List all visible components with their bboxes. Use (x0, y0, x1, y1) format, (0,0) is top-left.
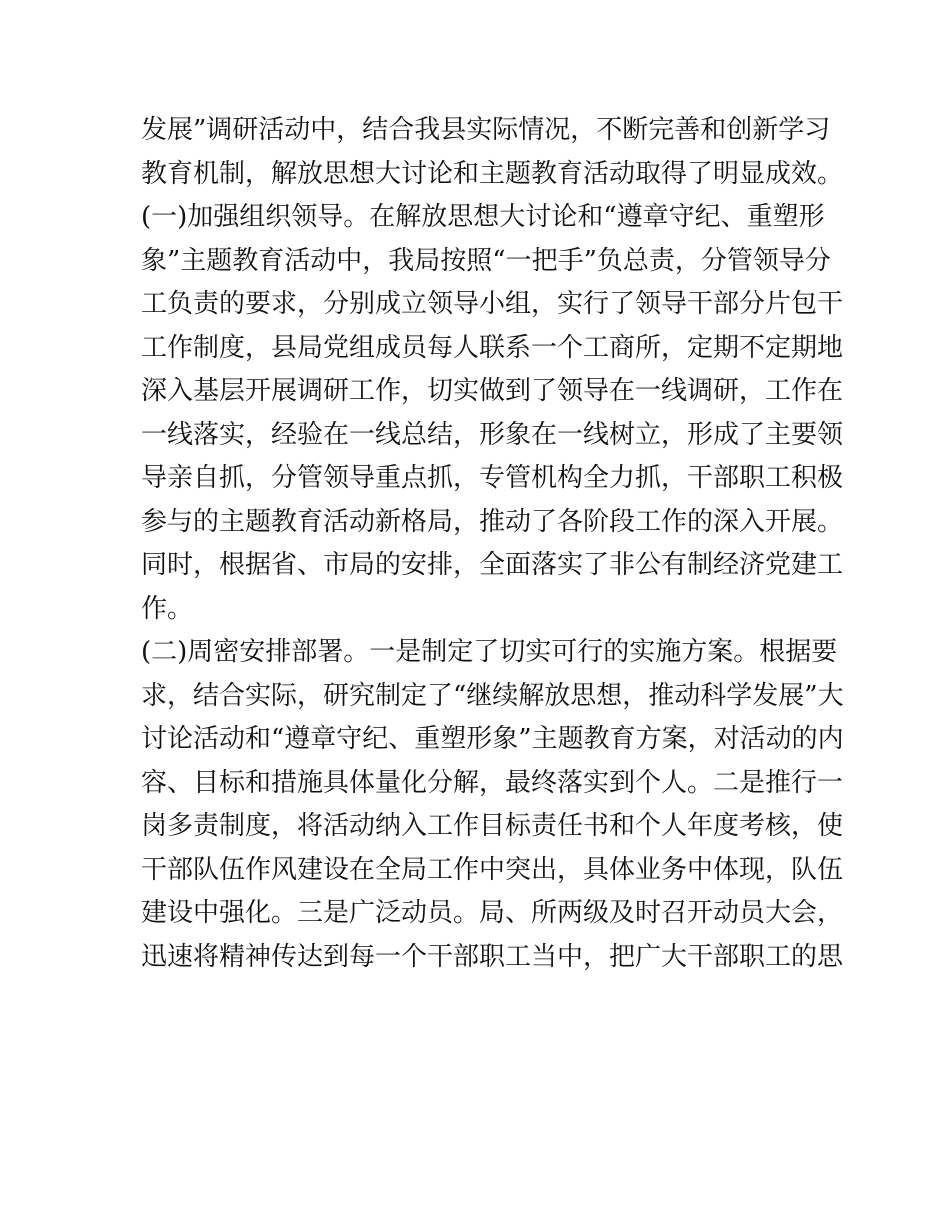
text-line: 工负责的要求，分别成立领导小组，实行了领导干部分片包干 (141, 289, 844, 319)
text-line: 深入基层开展调研工作，切实做到了领导在一线调研，工作在 (141, 376, 844, 406)
text-line: 导亲自抓，分管领导重点抓，专管机构全力抓，干部职工积极 (141, 463, 844, 493)
text-line: 教育机制，解放思想大讨论和主题教育活动取得了明显成效。 (141, 158, 844, 189)
text-line: 参与的主题教育活动新格局，推动了各阶段工作的深入开展。 (141, 506, 844, 537)
section-heading-line: (二)周密安排部署。一是制定了切实可行的实施方案。根据要 (141, 637, 838, 667)
section-heading-line: (一)加强组织领导。在解放思想大讨论和“遵章守纪、重塑形 (141, 202, 825, 232)
text-line: 作。 (141, 593, 194, 624)
text-line: 发展”调研活动中，结合我县实际情况，不断完善和创新学习 (141, 115, 831, 145)
body-text (141, 109, 844, 979)
text-line: 讨论活动和“遵章守纪、重塑形象”主题教育方案，对活动的内 (141, 724, 844, 754)
text-line: 工作制度，县局党组成员每人联系一个工商所，定期不定期地 (141, 332, 844, 363)
text-line: 一线落实，经验在一线总结，形象在一线树立，形成了主要领 (141, 419, 844, 450)
text-line: 建设中强化。三是广泛动员。局、所两级及时召开动员大会， (141, 898, 844, 928)
text-line: 同时，根据省、市局的安排，全面落实了非公有制经济党建工 (141, 550, 844, 580)
text-line: 象”主题教育活动中，我局按照“一把手”负总责，分管领导分 (141, 245, 831, 276)
text-line: 迅速将精神传达到每一个干部职工当中，把广大干部职工的思 (141, 941, 844, 972)
text-line: 求，结合实际，研究制定了“继续解放思想，推动科学发展”大 (141, 680, 844, 711)
text-line: 岗多责制度，将活动纳入工作目标责任书和个人年度考核，使 (141, 811, 844, 841)
text-line: 容、目标和措施具体量化分解，最终落实到个人。二是推行一 (141, 767, 844, 798)
text-line: 干部队伍作风建设在全局工作中突出，具体业务中体现，队伍 (141, 854, 844, 885)
